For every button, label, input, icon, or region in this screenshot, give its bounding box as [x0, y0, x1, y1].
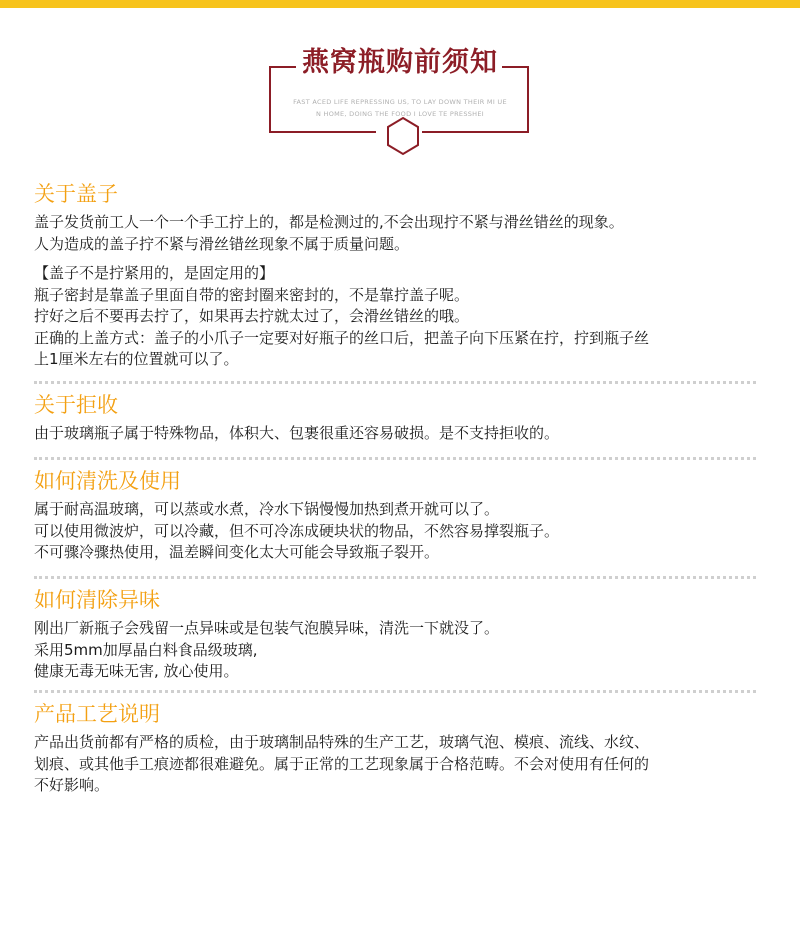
header-subtitle-line-2: N HOME, DOING THE FOOD I LOVE TE PRESSHEI: [315, 110, 484, 118]
body-line: 拧好之后不要再去拧了，如果再去拧就太过了，会滑丝错丝的哦。: [34, 307, 470, 325]
body-line: 属于耐高温玻璃，可以蒸或水煮，冷水下锅慢慢加热到煮开就可以了。: [34, 500, 500, 518]
section-title: 关于盖子: [34, 182, 118, 206]
section-title: 如何清除异味: [34, 588, 160, 612]
body-line: 盖子发货前工人一个一个手工拧上的，都是检测过的,不会出现拧不紧与滑丝错丝的现象。: [34, 213, 624, 231]
body-line: 不好影响。: [34, 776, 110, 794]
section-divider: [34, 690, 756, 693]
section-title: 产品工艺说明: [34, 702, 160, 726]
body-line: 不可骤冷骤热使用，温差瞬间变化太大可能会导致瓶子裂开。: [34, 543, 440, 561]
section-title: 关于拒收: [34, 393, 118, 417]
body-line: 正确的上盖方式：盖子的小爪子一定要对好瓶子的丝口后，把盖子向下压紧在拧，拧到瓶子丝: [34, 328, 650, 347]
section-odor-removal: [34, 587, 774, 683]
top-accent-bar: [0, 0, 800, 8]
section-title: 如何清洗及使用: [34, 469, 181, 493]
section-divider: [34, 576, 756, 579]
body-line: 上1厘米左右的位置就可以了。: [34, 350, 239, 368]
section-body: [34, 423, 774, 445]
section-body: [34, 618, 774, 683]
body-line: 瓶子密封是靠盖子里面自带的密封圈来密封的，不是靠拧盖子呢。: [34, 285, 470, 304]
section-divider: [34, 381, 756, 384]
section-divider: [34, 457, 756, 460]
body-line: 健康无毒无味无害, 放心使用。: [34, 662, 239, 680]
section-body: [34, 212, 774, 371]
body-line: 划痕、或其他手工痕迹都很难避免。属于正常的工艺现象属于合格范畴。不会对使用有任何的: [34, 754, 650, 773]
body-line: 可以使用微波炉，可以冷藏，但不可冷冻成硬块状的物品，不然容易撑裂瓶子。: [34, 521, 560, 540]
body-line: 产品出货前都有严格的质检，由于玻璃制品特殊的生产工艺，玻璃气泡、模痕、流线、水纹、: [34, 733, 650, 751]
hexagon-icon: [386, 116, 420, 156]
section-body: [34, 732, 774, 797]
page-title: 燕窝瓶购前须知: [302, 47, 498, 78]
section-cleaning-usage: [34, 468, 774, 564]
body-line: 采用5mm加厚晶白料食品级玻璃,: [34, 640, 258, 659]
body-line: 由于玻璃瓶子属于特殊物品，体积大、包裹很重还容易破损。是不支持拒收的。: [34, 424, 560, 442]
section-lid: [34, 181, 774, 371]
section-craft-notes: [34, 701, 774, 797]
body-line: 人为造成的盖子拧不紧与滑丝错丝现象不属于质量问题。: [34, 234, 410, 253]
body-line: 刚出厂新瓶子会残留一点异味或是包装气泡膜异味，清洗一下就没了。: [34, 619, 500, 637]
section-body: [34, 499, 774, 564]
header-subtitle-line-1: FAST ACED LIFE REPRESSING US, TO LAY DOWN THEIR MI UE: [293, 98, 507, 106]
section-rejection: [34, 392, 774, 445]
body-line: 【盖子不是拧紧用的，是固定用的】: [34, 264, 275, 282]
